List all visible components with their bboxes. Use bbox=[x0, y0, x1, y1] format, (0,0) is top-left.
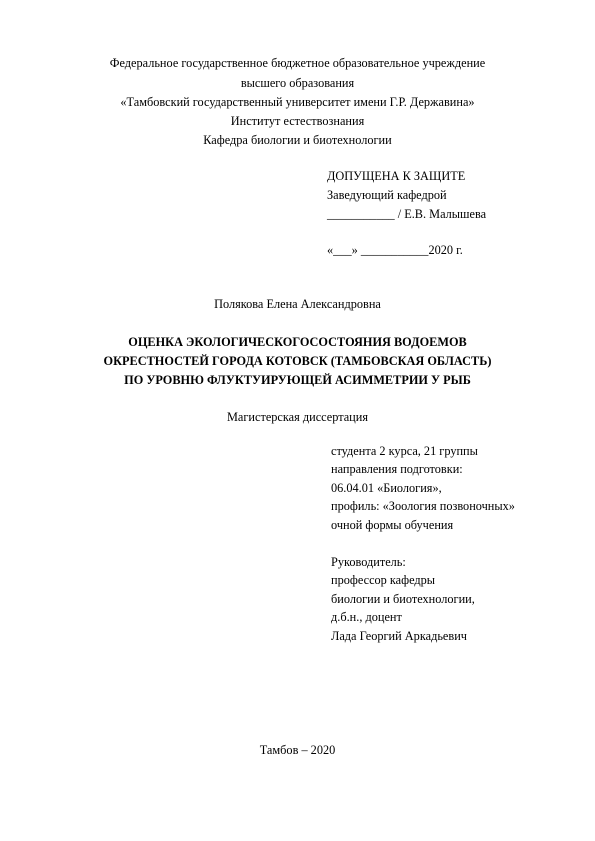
approval-date: «___» ___________2020 г. bbox=[327, 243, 463, 257]
supervisor-line: Лада Георгий Аркадьевич bbox=[331, 628, 467, 643]
student-line: направления подготовки: bbox=[331, 462, 463, 477]
approval-role: Заведующий кафедрой bbox=[327, 188, 447, 202]
footer-city-year: Тамбов – 2020 bbox=[259, 743, 336, 757]
author-name: Полякова Елена Александровна bbox=[214, 297, 381, 311]
title-line-3: ПО УРОВНЮ ФЛУКТУИРУЮЩЕЙ АСИММЕТРИИ У РЫБ bbox=[124, 373, 471, 387]
supervisor-line: Руководитель: bbox=[331, 555, 406, 569]
student-line: очной формы обучения bbox=[331, 517, 454, 532]
supervisor-line: профессор кафедры bbox=[331, 573, 436, 588]
student-line: студента 2 курса, 21 группы bbox=[331, 444, 478, 458]
institution-line-5: Кафедра биологии и биотехнологии bbox=[203, 133, 392, 147]
student-line: 06.04.01 «Биология», bbox=[331, 480, 442, 495]
supervisor-line: д.б.н., доцент bbox=[331, 610, 402, 625]
title-line-2: ОКРЕСТНОСТЕЙ ГОРОДА КОТОВСК (ТАМБОВСКАЯ ОБЛАСТЬ) bbox=[103, 354, 492, 368]
supervisor-info bbox=[331, 553, 475, 645]
title-line-1: ОЦЕНКА ЭКОЛОГИЧЕСКОГОСОСТОЯНИЯ ВОДОЕМОВ bbox=[128, 335, 467, 349]
institution-line-4: Институт естествознания bbox=[230, 114, 365, 128]
approval-signature: ___________ / Е.В. Малышева bbox=[327, 207, 487, 221]
institution-line-3: «Тамбовский государственный университет имени Г.Р. Державина» bbox=[120, 95, 475, 109]
approval-status: ДОПУЩЕНА К ЗАЩИТЕ bbox=[327, 169, 466, 183]
supervisor-line: биологии и биотехнологии, bbox=[331, 591, 475, 606]
student-line: профиль: «Зоология позвоночных» bbox=[331, 499, 515, 514]
student-info bbox=[331, 442, 515, 534]
institution-line-2: высшего образования bbox=[240, 76, 355, 90]
institution-line-1: Федеральное государственное бюджетное образовательное учреждение bbox=[109, 56, 486, 70]
work-type: Магистерская диссертация bbox=[226, 410, 369, 424]
